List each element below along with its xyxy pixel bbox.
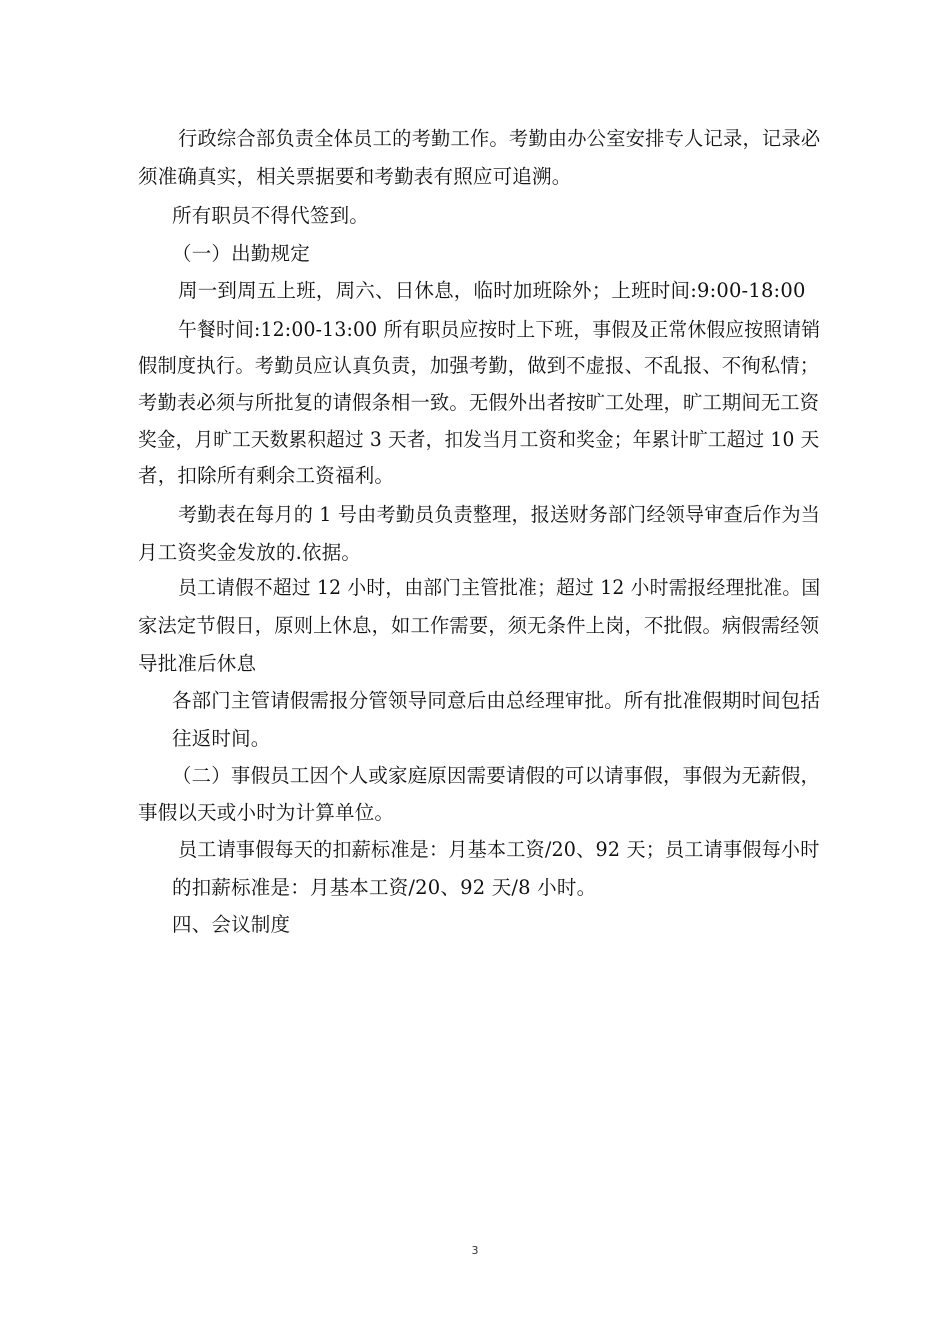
section-heading: （一）出勤规定 — [172, 242, 310, 265]
paragraph-line: 所有职员不得代签到。 — [172, 204, 370, 227]
paragraph-line: 各部门主管请假需报分管领导同意后由总经理审批。所有批准假期时间包括 — [172, 689, 821, 712]
paragraph-line: 月工资奖金发放的.依据。 — [138, 541, 362, 564]
paragraph-line: 考勤表必须与所批复的请假条相一致。无假外出者按旷工处理，旷工期间无工资 — [138, 391, 820, 414]
paragraph-line: 员工请假不超过 12 小时，由部门主管批准；超过 12 小时需报经理批准。国 — [178, 576, 821, 599]
paragraph-line: 奖金，月旷工天数累积超过 3 天者，扣发当月工资和奖金；年累计旷工超过 10 天 — [138, 428, 820, 451]
paragraph-line: 周一到周五上班，周六、日休息，临时加班除外；上班时间:9:00-18:00 — [178, 279, 806, 302]
paragraph-line: 假制度执行。考勤员应认真负责，加强考勤，做到不虚报、不乱报、不徇私情； — [138, 354, 820, 377]
paragraph-line: 的扣薪标准是：月基本工资/20、92 天/8 小时。 — [172, 876, 597, 899]
paragraph-line: 须准确真实，相关票据要和考勤表有照应可追溯。 — [138, 165, 572, 188]
paragraph-line: 家法定节假日，原则上休息，如工作需要，须无条件上岗，不批假。病假需经领 — [138, 614, 820, 637]
paragraph-line: 午餐时间:12:00-13:00 所有职员应按时上下班，事假及正常休假应按照请销 — [178, 318, 821, 341]
page-number: 3 — [471, 1244, 479, 1257]
section-heading: 四、会议制度 — [172, 913, 291, 936]
section-heading: （二）事假员工因个人或家庭原因需要请假的可以请事假，事假为无薪假， — [172, 764, 821, 787]
paragraph-line: 往返时间。 — [172, 727, 271, 750]
paragraph-line: 考勤表在每月的 1 号由考勤员负责整理，报送财务部门经领导审查后作为当 — [178, 503, 821, 526]
paragraph-line: 行政综合部负责全体员工的考勤工作。考勤由办公室安排专人记录，记录必 — [178, 127, 821, 150]
paragraph-line: 员工请事假每天的扣薪标准是：月基本工资/20、92 天；员工请事假每小时 — [178, 838, 820, 861]
paragraph-line: 者，扣除所有剩余工资福利。 — [138, 464, 395, 487]
paragraph-line: 导批准后休息 — [138, 652, 257, 675]
paragraph-line: 事假以天或小时为计算单位。 — [138, 801, 395, 824]
